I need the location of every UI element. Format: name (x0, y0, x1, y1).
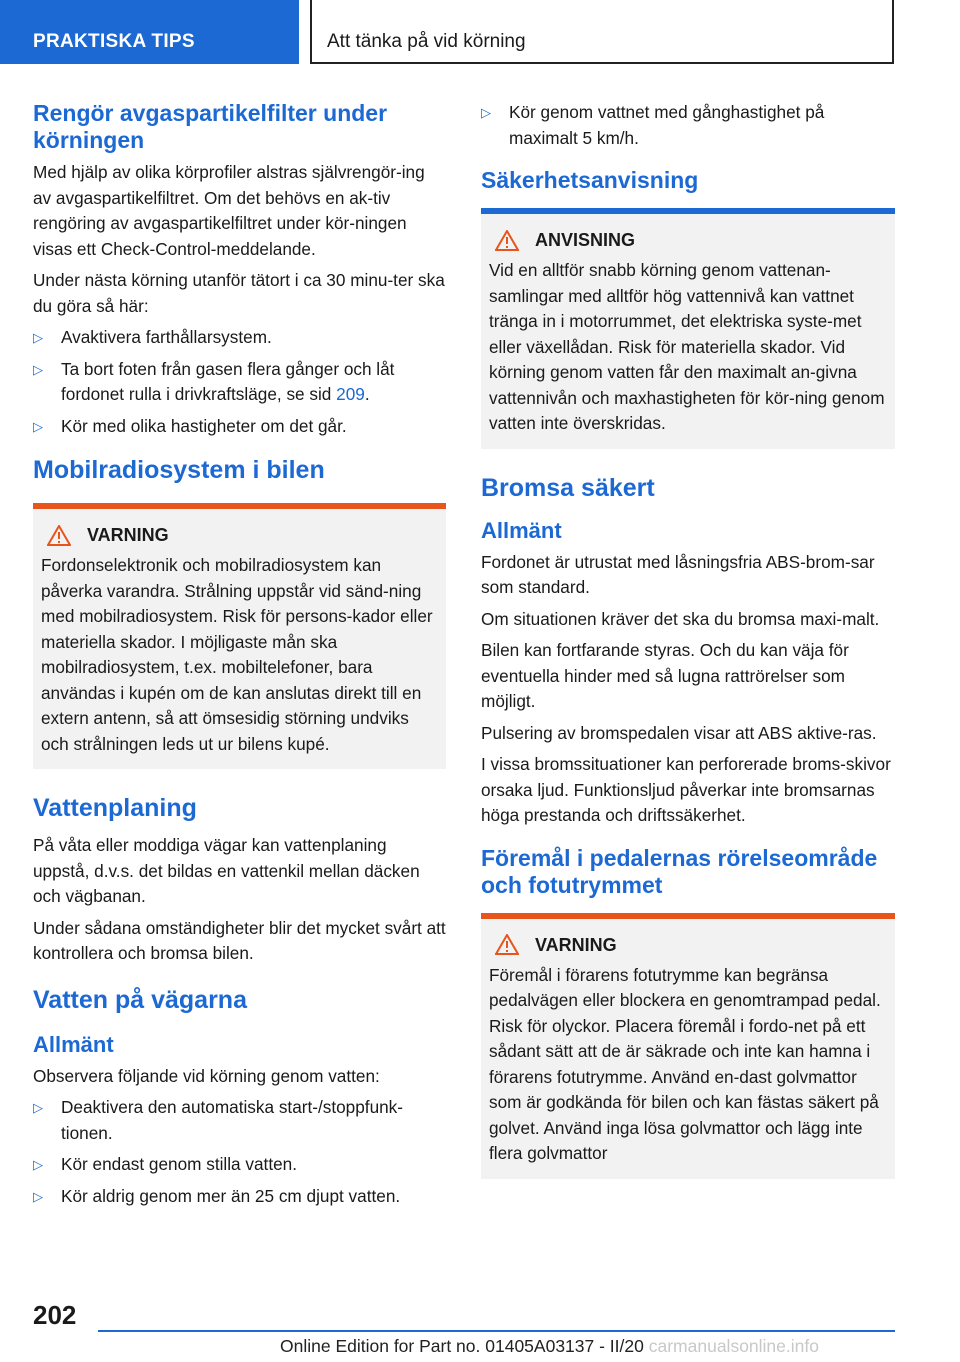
paragraph: Under sådana omständigheter blir det mycket svårt att kontrollera och bromsa bilen. (33, 917, 446, 963)
paragraph: Pulsering av bromspedalen visar att ABS aktive-ras. (481, 722, 877, 743)
section-tab (0, 0, 299, 64)
subheading-general: Allmänt (481, 517, 562, 543)
paragraph: Observera följande vid körning genom vatten: (33, 1065, 380, 1086)
warning-label: VARNING (535, 934, 617, 955)
list-item: ▷ Deaktivera den automatiska start-/stoppfunk-tionen. (33, 1097, 404, 1143)
subheading-general: Allmänt (33, 1031, 114, 1057)
warning-text: Fordonselektronik och mobilradiosystem kan påverka varandra. Strålning uppstår vid sänd-ning med mobilradiosystem. Risk för persons-kador eller materiella skador. I möjligaste mån ska mobilradiosystem, t.ex. mobiltelefoner, bara användas i kupén om de kan anslutas direkt till en extern antenn, så att ömsesidig störning undviks och strålningen leds ut ur bilens kupé. (41, 555, 433, 754)
watermark: carmanualsonline.info (648, 1336, 819, 1356)
note-label: ANVISNING (535, 230, 636, 250)
footer-divider (98, 1330, 895, 1332)
page-number: 202 (33, 1300, 77, 1330)
list-item: ▷ Kör genom vattnet med gånghastighet på maximalt 5 km/h. (481, 102, 825, 148)
step-list (33, 1095, 446, 1209)
warning-triangle-icon (47, 525, 71, 546)
note-text: Vid en alltför snabb körning genom vattenan-samlingar med alltför hög vattennivå kan vattnet tränga in i motorrummet, det elektriska syste-met eller växellådan. Risk för materiella skador. Vid körning genom vatten får den maximalt an-givna vattennivån och maxhastigheten för kör-ning genom vatten inte överskridas. (489, 260, 885, 433)
list-item: ▷ Kör med olika hastigheter om det går. (33, 414, 446, 440)
page-link[interactable]: 209 (336, 384, 365, 404)
left-column (33, 100, 446, 1217)
heading-water-on-roads: Vatten på vägarna (33, 985, 247, 1014)
warning-text: Föremål i förarens fotutrymme kan begränsa pedalvägen eller blockera en genomtrampad pedal. Risk för olyckor. Placera föremål i fordo-net på ett sådant sätt att de är säkrade och inte kan hamna i förarens fotutrymme. Använd en-dast golvmattor som är godkända för bilen och kan fästas säkert på golvet. Använd inga lösa golvmattor och lägg inte flera golvmattor (489, 964, 881, 1163)
chapter-title: Att tänka på vid körning (327, 31, 526, 52)
heading-mobile-radio: Mobilradiosystem i bilen (33, 456, 325, 484)
right-column (481, 100, 895, 1179)
paragraph: Fordonet är utrustat med låsningsfria ABS-brom-sar som standard. (481, 551, 875, 597)
triangle-bullet-icon: ▷ (481, 105, 491, 120)
list-item: ▷ Avaktivera farthållarsystem. (33, 325, 446, 351)
step-list (33, 325, 446, 439)
note-box (481, 208, 895, 449)
heading-brake-safely: Bromsa säkert (481, 473, 655, 502)
paragraph: I vissa bromssituationer kan perforerade broms-skivor orsaka ljud. Funktionsljud påverkar inte bromsarnas höga prestanda och driftssäkerhet. (481, 754, 891, 825)
paragraph: Med hjälp av olika körprofiler alstras självrengör-ing av avgaspartikelfiltret. Om det behövs en ak-tiv rengöring av avgaspartikelfiltret under kör-ningen visas ett Check-Control-meddelande. (33, 162, 425, 259)
triangle-bullet-icon: ▷ (33, 418, 43, 434)
heading-aquaplaning: Vattenplaning (33, 794, 197, 822)
warning-triangle-icon (495, 230, 519, 251)
heading-objects-footwell: Föremål i pedalernas rörelseområde och fotutrymmet (481, 844, 878, 898)
triangle-bullet-icon: ▷ (33, 1157, 43, 1172)
list-item: ▷ Kör aldrig genom mer än 25 cm djupt vatten. (33, 1184, 446, 1210)
list-item: ▷ Kör endast genom stilla vatten. (33, 1152, 446, 1178)
triangle-bullet-icon: ▷ (33, 361, 43, 377)
footer-edition: Online Edition for Part no. 01405A03137 - II/20 carmanualsonline.info (280, 1336, 819, 1356)
paragraph: Under nästa körning utanför tätort i ca 30 minu-ter ska du göra så här: (33, 270, 445, 316)
triangle-bullet-icon: ▷ (33, 330, 43, 345)
triangle-bullet-icon: ▷ (33, 1100, 43, 1115)
paragraph: På våta eller moddiga vägar kan vattenplaning uppstå, d.v.s. det bildas en vattenkil mellan däcken och vägbanan. (33, 835, 420, 906)
paragraph: Bilen kan fortfarande styras. Och du kan väja för eventuella hinder med så lugna rattrörelser som möjligt. (481, 640, 849, 711)
warning-label: VARNING (87, 525, 169, 545)
warning-box (481, 913, 895, 1179)
triangle-bullet-icon: ▷ (33, 1188, 43, 1204)
heading-safety-note: Säkerhetsanvisning (481, 167, 699, 193)
list-item: ▷ Ta bort foten från gasen flera gånger och låt fordonet rulla i drivkraftsläge, se sid 209. (33, 358, 395, 404)
paragraph: Om situationen kräver det ska du bromsa maxi-malt. (481, 608, 880, 629)
section-title: PRAKTISKA TIPS (33, 31, 195, 52)
warning-box (33, 503, 446, 769)
chapter-header (310, 0, 894, 64)
step-list (481, 100, 895, 151)
heading-particle-filter: Rengör avgaspartikelfilter under körningen (33, 100, 388, 153)
warning-triangle-icon (495, 934, 519, 955)
